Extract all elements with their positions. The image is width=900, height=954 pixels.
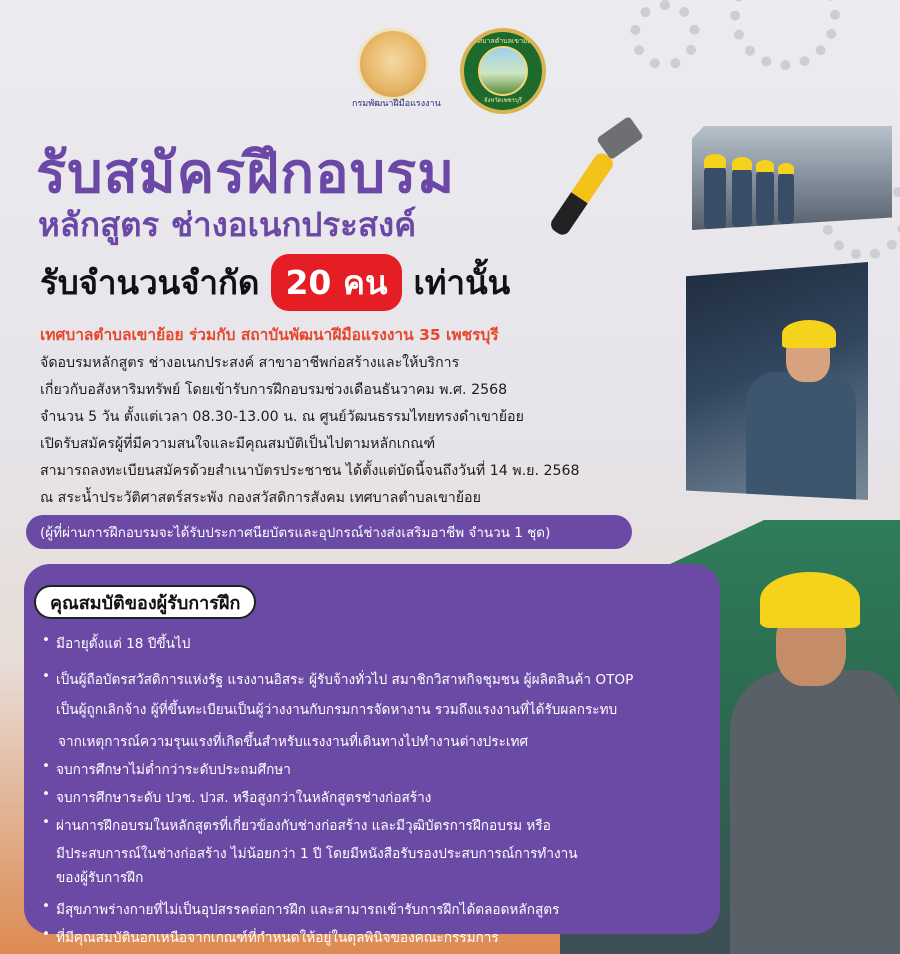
municipality-logo [460,28,546,114]
qualification-item [40,814,720,888]
qualification-line: • ผ่านการฝึกอบรมในหลักสูตรที่เกี่ยวข้องกับช่างก่อสร้าง และมีวุฒิบัตรการฝึกอบรม หรือ [56,818,551,834]
qualification-line: จากเหตุการณ์ความรุนแรงที่เกิดขึ้นสำหรับแรงงานที่เดินทางไปทำงานต่างประเทศ [58,734,529,750]
qualification-line: เป็นผู้ถูกเลิกจ้าง ผู้ที่ขึ้นทะเบียนเป็นผู้ว่างงานกับกรมการจัดหางาน รวมถึงแรงงานที่ได้รับผลกระทบ [56,702,618,718]
qualification-line: ของผู้รับการฝึก [56,870,144,886]
details-line: เปิดรับสมัครผู้ที่มีความสนใจและมีคุณสมบัติเป็นไปตามหลักเกณฑ์ [40,436,436,452]
qualification-line: มีประสบการณ์ในช่างก่อสร้าง ไม่น้อยกว่า 1 ปี โดยมีหนังสือรับรองประสบการณ์การทำงาน [56,846,578,862]
qualification-line: • จบการศึกษาไม่ต่ำกว่าระดับประถมศึกษา [56,762,291,778]
qualification-item [40,668,720,752]
main-title: รับสมัครฝึกอบรม [36,141,456,206]
limit-suffix: เท่านั้น [413,263,511,302]
certificate-note: (ผู้ที่ผ่านการฝึกอบรมจะได้รับประกาศนียบัตรและอุปกรณ์ช่างส่งเสริมอาชีพ จำนวน 1 ชุด) [26,515,632,549]
helmet-icon [760,572,860,628]
helmet-icon [778,163,794,174]
details-line: เกี่ยวกับอสังหาริมทรัพย์ โดยเข้ารับการฝึกอบรมช่วงเดือนธันวาคม พ.ศ. 2568 [40,382,508,398]
qualification-line: • เป็นผู้ถือบัตรสวัสดิการแห่งรัฐ แรงงานอิสระ ผู้รับจ้างทั่วไป สมาชิกวิสาหกิจชุมชน ผู้ผลิตสินค้า OTOP [56,672,634,688]
qualification-line: • จบการศึกษาระดับ ปวช. ปวส. หรือสูงกว่าในหลักสูตรช่างก่อสร้าง [56,790,432,806]
worker-figure [730,670,900,954]
qualifications-title: คุณสมบัติของผู้รับการฝึก [34,585,256,619]
helmet-icon [782,320,836,348]
details-line: ณ สระน้ำประวัติศาสตร์สระพัง กองสวัสดิการสังคม เทศบาลตำบลเขาย้อย [40,490,481,506]
mountain-emblem-icon [478,46,528,96]
worker-figure [778,172,794,224]
hammer-handle-icon [548,150,616,237]
details-line: จัดอบรมหลักสูตร ช่างอเนกประสงค์ สาขาอาชีพก่อสร้างและให้บริการ [40,355,460,371]
qualification-item [40,632,720,654]
qualification-line: • มีอายุตั้งแต่ 18 ปีขึ้นไป [56,636,191,652]
qualification-line: • มีสุขภาพร่างกายที่ไม่เป็นอุปสรรคต่อการฝึก และสามารถเข้ารับการฝึกได้ตลอดหลักสูตร [56,902,560,918]
gear-decoration-1 [730,0,840,70]
workers-lineup-photo [692,126,892,230]
qualification-item [40,786,720,808]
helmet-icon [732,157,752,170]
drilling-worker-photo [686,262,868,500]
qualification-item [40,926,720,948]
qualification-line: • ที่มีคุณสมบัตินอกเหนือจากเกณฑ์ที่กำหนดให้อยู่ในดุลพินิจของคณะกรรมการ [56,930,499,946]
worker-figure [732,168,752,228]
qualification-item [40,898,720,920]
details-line: จำนวน 5 วัน ตั้งแต่เวลา 08.30-13.00 น. ณ ศูนย์วัฒนธรรมไทยทรงดำเขาย้อย [40,409,524,425]
qualifications-list [40,632,720,948]
limit-prefix: รับจำนวนจำกัด [40,263,260,302]
helmet-icon [704,154,726,168]
municipality-logo-top-text: เทศบาลตำบลเขาย้อย [470,37,536,45]
qualification-item [40,758,720,780]
course-subtitle: หลักสูตร ช่างอเนกประสงค์ [38,205,417,244]
dsd-logo [357,28,429,100]
organizer-line: เทศบาลตำบลเขาย้อย ร่วมกับ สถาบันพัฒนาฝีมือแรงงาน 35 เพชรบุรี [40,326,499,344]
limit-heading [40,254,510,311]
details-line: สามารถลงทะเบียนสมัครด้วยสำเนาบัตรประชาชน ได้ตั้งแต่บัดนี้จนถึงวันที่ 14 พ.ย. 2568 [40,463,580,479]
limit-count-badge: 20 คน [271,254,401,311]
municipality-logo-bottom-text: จังหวัดเพชรบุรี [484,97,522,104]
details-block [40,350,680,512]
gear-decoration-3 [630,0,700,70]
worker-figure [746,372,856,500]
dsd-logo-caption: กรมพัฒนาฝีมือแรงงาน [352,99,441,109]
helmet-icon [756,160,774,172]
worker-figure [704,166,726,230]
worker-figure [756,170,774,226]
